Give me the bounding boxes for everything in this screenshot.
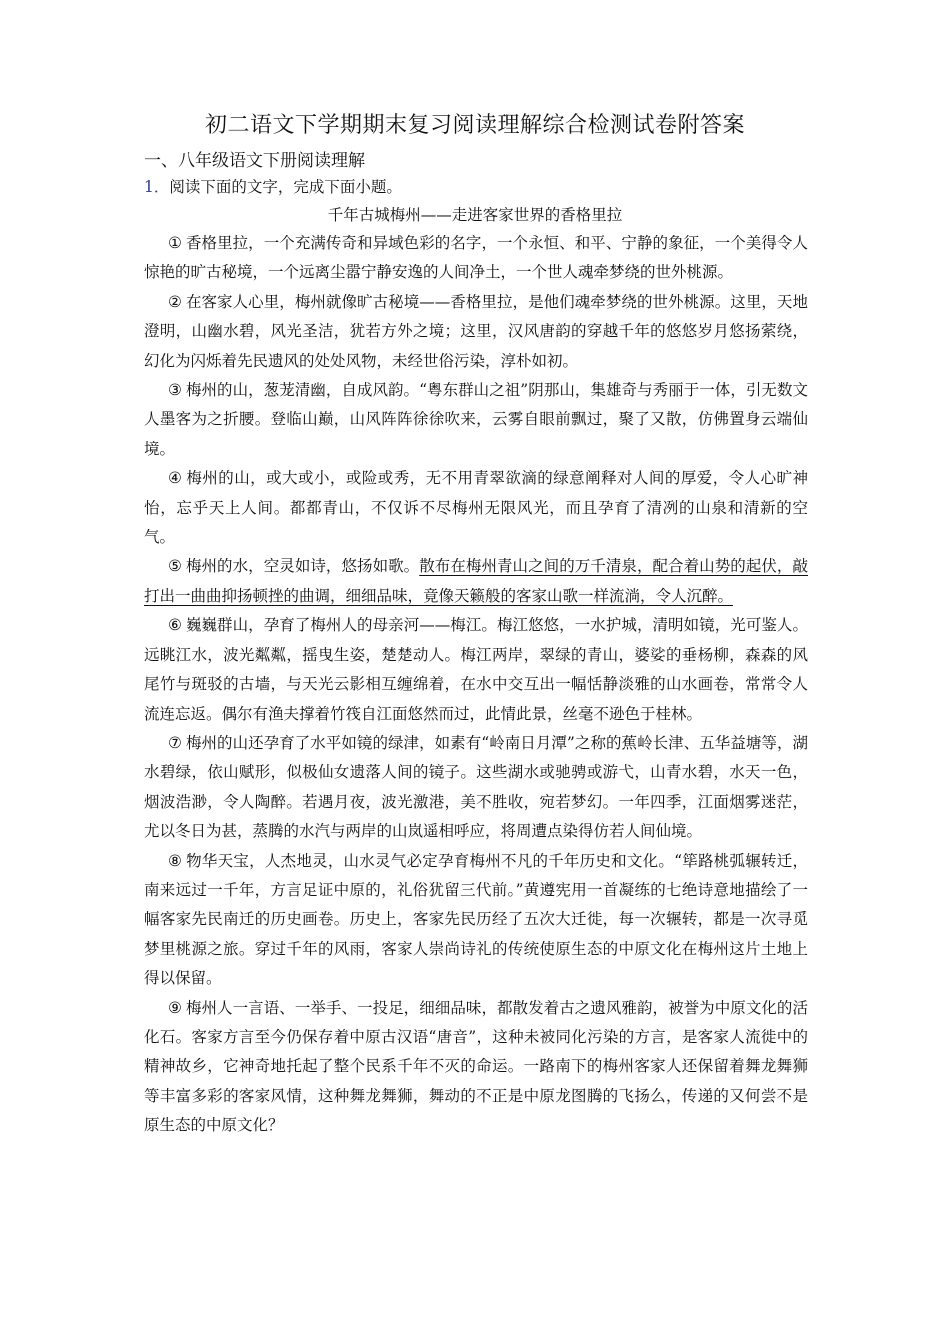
paragraph-text: 在客家人心里，梅州就像旷古秘境——香格里拉，是他们魂牵梦绕的世外桃源。这里，天地澄明，山幽水碧，风光圣洁，犹若方外之境；这里，汉风唐韵的穿越千年的悠悠岁月悠扬萦绕，幻化为闪烁着先民遗风的处处风物，未经世俗污染，淳朴如初。 <box>144 292 808 370</box>
paragraph-number: ⑤ <box>168 557 182 576</box>
paragraph-text: 物华天宝，人杰地灵，山水灵气必定孕育梅州不凡的千年历史和文化。“筚路桃弧辗转迁，南来远过一千年，方言足证中原的，礼俗犹留三代前。”黄遵宪用一首凝练的七绝诗意地描绘了一幅客家先民南迁的历史画卷。历史上，客家先民历经了五次大迁徙，每一次辗转，都是一次寻觅梦里桃源之旅。穿过千年的风雨，客家人崇尚诗礼的传统使原生态的中原文化在梅州这片土地上得以保留。 <box>144 851 808 988</box>
paragraph-5 <box>144 552 808 611</box>
paragraph-number: ⑨ <box>168 998 182 1017</box>
paragraph-2 <box>144 288 808 376</box>
paragraph-8 <box>144 847 808 994</box>
paragraph-4 <box>144 464 808 552</box>
paragraph-number: ⑥ <box>168 616 182 635</box>
paragraph-number: ⑧ <box>168 851 183 870</box>
paragraph-1 <box>144 229 808 288</box>
paragraph-text: 梅州人一言语、一举手、一投足，细细品味，都散发着古之遗风雅韵，被誉为中原文化的活化石。客家方言至今仍保存着中原古汉语“唐音”，这种未被同化污染的方言，是客家人流徙中的精神故乡，它神奇地托起了整个民系千年不灭的命运。一路南下的梅州客家人还保留着舞龙舞狮等丰富多彩的客家风情，这种舞龙舞狮，舞动的不正是中原龙图腾的飞扬么，传递的又何尝不是原生态的中原文化？ <box>144 998 808 1135</box>
document-title: 初二语文下学期期末复习阅读理解综合检测试卷附答案 <box>204 113 745 138</box>
paragraph-text: 巍巍群山，孕育了梅州人的母亲河——梅江。梅江悠悠，一水护城，清明如镜，光可鉴人。远眺江水，波光粼粼，摇曳生姿，楚楚动人。梅江两岸，翠绿的青山，婆娑的垂杨柳，森森的风尾竹与斑驳的古墙，与天光云影相互缠绵着，在水中交互出一幅恬静淡雅的山水画卷，常常令人流连忘返。偶尔有渔夫撑着竹筏自江面悠然而过，此情此景，丝毫不逊色于桂林。 <box>144 616 808 723</box>
passage-body <box>144 229 808 1141</box>
question-text: 阅读下面的文字，完成下面小题。 <box>169 178 402 196</box>
passage-title: 千年古城梅州——走进客家世界的香格里拉 <box>327 206 623 224</box>
paragraph-text: 梅州的山还孕育了水平如镜的绿津，如素有“岭南日月潭”之称的蕉岭长津、五华益塘等，湖水碧绿，依山赋形，似极仙女遗落人间的镜子。这些湖水或驰骋或游弋，山青水碧，水天一色，烟波浩渺，令人陶醉。若遇月夜，波光激港，美不胜收，宛若梦幻。一年四季，江面烟雾迷茫，尤以冬日为甚，蒸腾的水汽与两岸的山岚遥相呼应，将周遭点染得仿若人间仙境。 <box>144 733 808 841</box>
paragraph-9 <box>144 994 808 1141</box>
paragraph-7 <box>144 729 808 847</box>
question-prompt <box>144 174 402 200</box>
paragraph-number: ④ <box>168 469 183 488</box>
paragraph-text: 梅州的山，或大或小，或险或秀，无不用青翠欲滴的绿意阐释对人间的厚爱，令人心旷神怡，忘乎天上人间。都都青山，不仅诉不尽梅州无限风光，而且孕育了清冽的山泉和清新的空气。 <box>144 469 808 547</box>
question-number: 1． <box>144 178 170 196</box>
paragraph-3 <box>144 376 808 464</box>
paragraph-number: ① <box>168 234 182 252</box>
section-heading: 一、八年级语文下册阅读理解 <box>144 151 365 171</box>
paragraph-6 <box>144 611 808 729</box>
underlined-sentence: 散布在梅州青山之间的万千清泉，配合着山势的起伏，敲打出一曲曲抑扬顿挫的曲调，细细品味，竟像天籁般的客家山歌一样流淌，令人沉醉。 <box>144 557 808 605</box>
paragraph-text: 梅州的山，葱茏清幽，自成风韵。“粤东群山之祖”阴那山，集雄奇与秀丽于一体，引无数文人墨客为之折腰。登临山巅，山风阵阵徐徐吹来，云雾自眼前飘过，聚了又散，仿佛置身云端仙境。 <box>144 381 808 458</box>
paragraph-number: ⑦ <box>168 733 182 752</box>
paragraph-number: ② <box>168 292 182 311</box>
paragraph-number: ③ <box>168 381 182 400</box>
paragraph-text: 梅州的水，空灵如诗，悠扬如歌。 <box>185 557 420 576</box>
paragraph-text: 香格里拉，一个充满传奇和异域色彩的名字，一个永恒、和平、宁静的象征，一个美得令人惊艳的旷古秘境，一个远离尘嚣宁静安逸的人间净土，一个世人魂牵梦绕的世外桃源。 <box>144 234 808 282</box>
